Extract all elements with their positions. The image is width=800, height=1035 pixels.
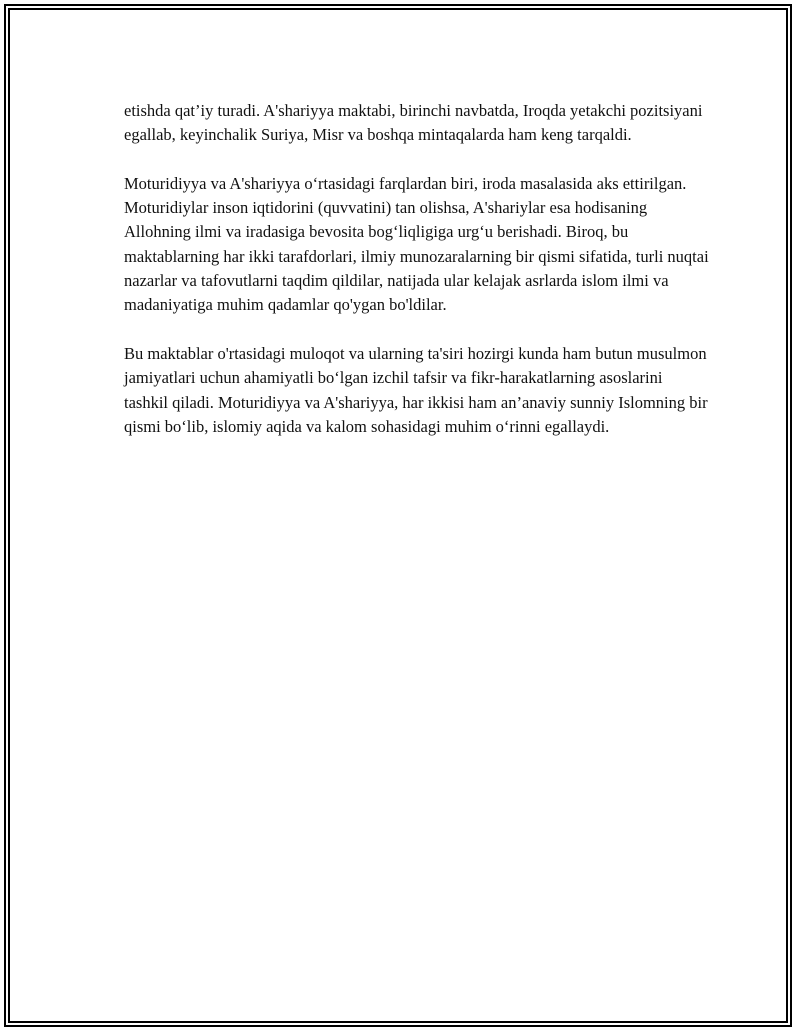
paragraph-1: etishda qat’iy turadi. A'shariyya maktabi, birinchi navbatda, Iroqda yetakchi pozitsiyani egallab, keyinchalik Suriya, Misr va boshqa mintaqalarda ham keng tarqaldi.: [124, 101, 703, 145]
document-body: [124, 99, 709, 463]
paragraph-2: Moturidiyya va A'shariyya o‘rtasidagi farqlardan biri, iroda masalasida aks ettirilgan. Moturidiylar inson iqtidorini (quvvatini) tan olishsa, A'shariylar esa hodisaning Allohning ilmi va iradasiga bevosita bog‘liqligiga urg‘u berishadi. Biroq, bu maktablarning har ikki tarafdorlari, ilmiy munozaralarning bir qismi sifatida, turli nuqtai nazarlar va tafovutlarni taqdim qildilar, natijada ular kelajak asrlarda islom ilmi va madaniyatiga muhim qadamlar qo'ygan bo'ldilar.: [124, 173, 709, 315]
page-frame: [4, 4, 792, 1027]
paragraph-3: Bu maktablar o'rtasidagi muloqot va ularning ta'siri hozirgi kunda ham butun musulmon jamiyatlari uchun ahamiyatli bo‘lgan izchil tafsir va fikr-harakatlarning asoslarini tashkil qiladi. Moturidiyya va A'shariyya, har ikkisi ham an’anaviy sunniy Islomning bir qismi bo‘lib, islomiy aqida va kalom sohasidagi muhim o‘rinni egallaydi.: [124, 343, 708, 436]
